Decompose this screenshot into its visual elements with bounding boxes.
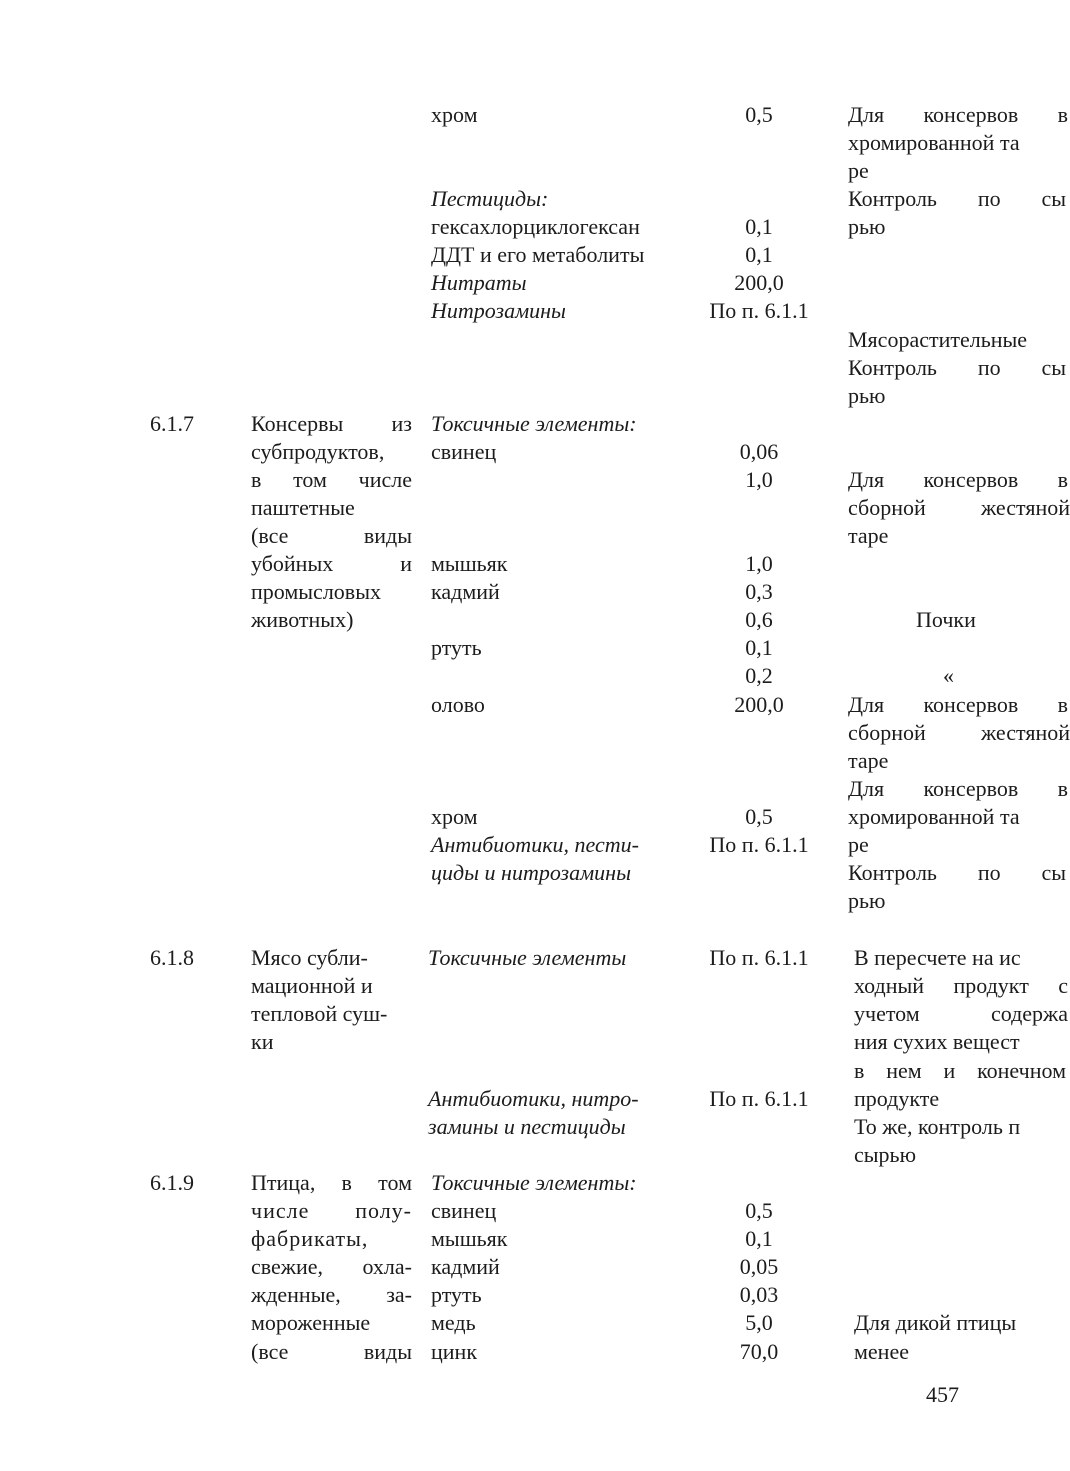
limit-value: 0,03: [739, 1282, 779, 1307]
product-line: свежие, охла-: [251, 1254, 412, 1279]
limit-value: 0,1: [745, 1226, 773, 1251]
product-line: фабрикаты,: [251, 1226, 369, 1251]
limit-value: 0,5: [745, 804, 773, 829]
product-line: ки: [251, 1029, 274, 1054]
product-line: паштетные: [251, 495, 355, 520]
element-name: цинк: [431, 1339, 478, 1364]
limit-value: По п. 6.1.1: [709, 945, 809, 970]
limit-value: 0,1: [745, 635, 773, 660]
limit-value: 1,0: [745, 551, 773, 576]
row-code: 6.1.9: [150, 1170, 194, 1195]
product-line: тепловой суш-: [251, 1001, 388, 1026]
note-line: Для консервов в: [848, 776, 1068, 801]
element-name: хром: [431, 102, 478, 127]
element-name: кадмий: [431, 1254, 500, 1279]
element-name: олово: [431, 692, 485, 717]
product-line: субпродуктов,: [251, 439, 385, 464]
note-line: хромированной та: [848, 130, 1020, 155]
element-group: Нитрозамины: [431, 298, 566, 323]
row-code: 6.1.8: [150, 945, 194, 970]
product-line: убойных и: [251, 551, 412, 576]
note-line: ре: [848, 832, 869, 857]
element-group: Антибиотики, пести-: [431, 832, 639, 857]
note-line: сырью: [854, 1142, 917, 1167]
element-name: мышьяк: [431, 1226, 508, 1251]
limit-value: По п. 6.1.1: [709, 1086, 809, 1111]
limit-value: 0,3: [745, 579, 773, 604]
page-number: 457: [926, 1382, 959, 1407]
limit-value: 200,0: [734, 692, 784, 717]
product-line: мороженные: [251, 1310, 371, 1335]
note-line: рью: [848, 888, 886, 913]
element-group: Токсичные элементы:: [431, 411, 637, 436]
note-line: таре: [848, 748, 889, 773]
element-name: мышьяк: [431, 551, 508, 576]
product-line: Мясо субли-: [251, 945, 368, 970]
note-line: Для консервов в: [848, 102, 1068, 127]
limit-value: 0,06: [739, 439, 779, 464]
note-line: Контроль по сы: [848, 186, 1066, 211]
note-line: Для консервов в: [848, 467, 1068, 492]
note-line: ре: [848, 158, 869, 183]
note-line: таре: [848, 523, 889, 548]
limit-value: 5,0: [745, 1310, 773, 1335]
note-line: Для консервов в: [848, 692, 1068, 717]
note-line: Мясорастительные: [848, 327, 1028, 352]
element-group: Нитраты: [431, 270, 527, 295]
note-line: менее: [854, 1339, 909, 1364]
limit-value: 0,05: [739, 1254, 779, 1279]
element-group: циды и нитрозамины: [431, 860, 631, 885]
element-name: свинец: [431, 439, 497, 464]
product-line: животных): [251, 607, 354, 632]
product-line: в том числе: [251, 467, 412, 492]
product-line: числе полу-: [251, 1198, 412, 1223]
note-line: ния сухих вещест: [854, 1029, 1020, 1054]
element-group: Токсичные элементы: [428, 945, 627, 970]
note-line: Контроль по сы: [848, 860, 1066, 885]
note-line: продукте: [854, 1086, 940, 1111]
note-line: ходный продукт с: [854, 973, 1068, 998]
note-line: рью: [848, 214, 886, 239]
limit-value: 0,6: [745, 607, 773, 632]
note-line: «: [943, 663, 954, 688]
note-line: Контроль по сы: [848, 355, 1066, 380]
element-name: ртуть: [431, 1282, 482, 1307]
element-group: Антибиотики, нитро-: [428, 1086, 639, 1111]
row-code: 6.1.7: [150, 411, 194, 436]
limit-value: 70,0: [739, 1339, 779, 1364]
product-line: жденные, за-: [251, 1282, 412, 1307]
element-group: замины и пестициды: [428, 1114, 626, 1139]
element-name: гексахлорциклогексан: [431, 214, 640, 239]
note-line: сборной жестяной: [848, 720, 1070, 745]
limit-value: 0,1: [745, 242, 773, 267]
product-line: (все виды: [251, 523, 412, 548]
product-line: Консервы из: [251, 411, 412, 436]
product-line: (все виды: [251, 1339, 412, 1364]
element-name: кадмий: [431, 579, 500, 604]
note-line: учетом содержа: [854, 1001, 1068, 1026]
product-line: промысловых: [251, 579, 381, 604]
product-line: мационной и: [251, 973, 373, 998]
product-line: Птица, в том: [251, 1170, 412, 1195]
element-name: ртуть: [431, 635, 482, 660]
note-line: В пересчете на ис: [854, 945, 1021, 970]
limit-value: 0,5: [745, 102, 773, 127]
element-name: хром: [431, 804, 478, 829]
limit-value: 0,5: [745, 1198, 773, 1223]
limit-value: 0,2: [745, 663, 773, 688]
note-line: То же, контроль п: [854, 1114, 1021, 1139]
note-line: рью: [848, 383, 886, 408]
limit-value: 200,0: [734, 270, 784, 295]
note-line: в нем и конечном: [854, 1058, 1066, 1083]
note-line: Для дикой птицы: [854, 1310, 1017, 1335]
note-line: хромированной та: [848, 804, 1020, 829]
limit-value: По п. 6.1.1: [709, 298, 809, 323]
note-line: сборной жестяной: [848, 495, 1070, 520]
element-name: ДДТ и его метаболиты: [431, 242, 645, 267]
limit-value: 1,0: [745, 467, 773, 492]
element-name: свинец: [431, 1198, 497, 1223]
limit-value: 0,1: [745, 214, 773, 239]
note-line: Почки: [916, 607, 976, 632]
element-group: Пестициды:: [431, 186, 549, 211]
element-name: медь: [431, 1310, 476, 1335]
limit-value: По п. 6.1.1: [709, 832, 809, 857]
element-group: Токсичные элементы:: [431, 1170, 637, 1195]
